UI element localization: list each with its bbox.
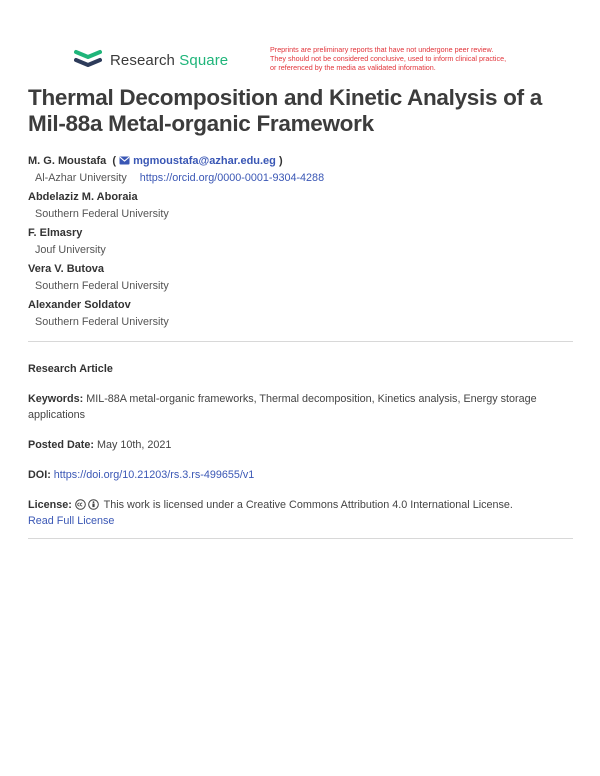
brand-word-square: Square: [179, 51, 229, 69]
divider: [28, 538, 573, 539]
doi-block: [28, 467, 573, 483]
posted-date-label: Posted Date:: [28, 439, 94, 451]
author-affiliation: Southern Federal University: [35, 316, 169, 328]
license-block: [28, 497, 573, 529]
author-entry: [28, 153, 573, 170]
posted-date-value: May 10th, 2021: [97, 439, 172, 451]
author-email-wrap: ( mgmoustafa@azhar.edu.eg ): [109, 155, 283, 167]
keywords-label: Keywords:: [28, 393, 84, 405]
author-name: M. G. Moustafa: [28, 155, 107, 167]
divider: [28, 341, 573, 342]
orcid-link[interactable]: https://orcid.org/0000-0001-9304-4288: [139, 172, 325, 184]
research-square-logo[interactable]: [74, 48, 228, 72]
author-email-link[interactable]: mgmoustafa@azhar.edu.eg: [133, 155, 276, 167]
cc-icon: [75, 499, 86, 510]
paper-title: Thermal Decomposition and Kinetic Analysis of a Mil-88a Metal-organic Framework: [28, 85, 542, 136]
brand-word-research: Research: [110, 51, 175, 69]
notice-line: Preprints are preliminary reports that have not undergone peer review.: [270, 45, 494, 54]
author-name: Alexander Soldatov: [28, 299, 131, 311]
notice-line: They should not be considered conclusive, used to inform clinical practice,: [270, 53, 507, 63]
envelope-icon: [119, 156, 130, 165]
doi-label: DOI:: [28, 469, 51, 481]
article-type: [28, 361, 573, 377]
brand-name: [110, 52, 228, 69]
author-name: F. Elmasry: [28, 227, 83, 239]
posted-date-block: [28, 437, 573, 453]
affiliation-text: Al-Azhar University: [35, 172, 127, 184]
license-text: This work is licensed under a Creative Commons Attribution 4.0 International License.: [103, 499, 513, 511]
doi-link[interactable]: https://doi.org/10.21203/rs.3.rs-499655/v1: [53, 469, 255, 481]
article-type-label: Research Article: [28, 363, 113, 375]
research-square-logo-icon: [74, 49, 102, 71]
keywords-text: MIL-88A metal-organic frameworks, Thermal decomposition, Kinetics analysis, Energy storage applications: [28, 393, 537, 421]
by-icon: [88, 499, 99, 510]
read-full-license-link[interactable]: Read Full License: [28, 515, 115, 527]
author-affiliation: Jouf University: [35, 244, 106, 256]
author-name: Abdelaziz M. Aboraia: [28, 191, 138, 203]
author-affiliation: [28, 170, 573, 189]
notice-line: or referenced by the media as validated information.: [270, 62, 436, 72]
keywords-block: [28, 391, 573, 423]
author-list: [28, 153, 573, 333]
author-affiliation: Southern Federal University: [35, 280, 169, 292]
author-affiliation: Southern Federal University: [35, 208, 169, 220]
author-name: Vera V. Butova: [28, 263, 105, 275]
license-label: License:: [28, 499, 72, 511]
preprint-notice: [270, 46, 570, 72]
